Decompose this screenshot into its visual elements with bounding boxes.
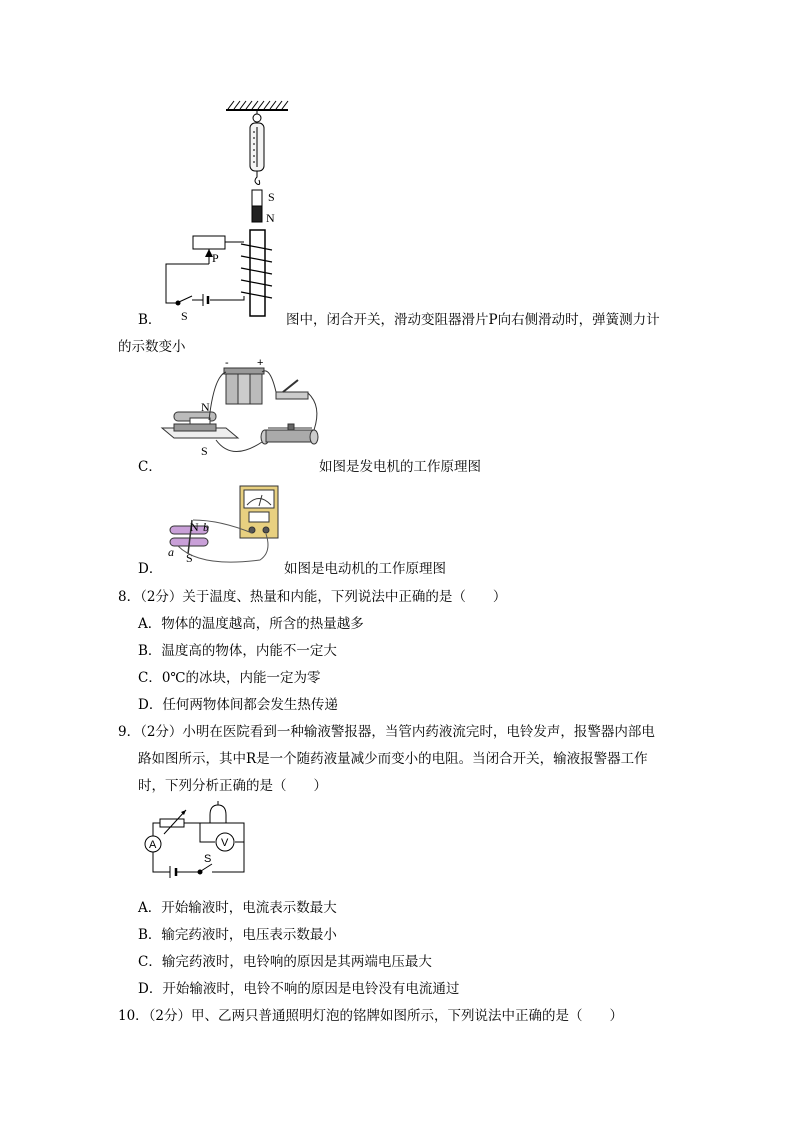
battery-minus-label: - xyxy=(225,357,229,369)
option-c-text: 如图是发电机的工作原理图 xyxy=(319,459,481,475)
magnet-n-label: N xyxy=(266,211,275,225)
magnet-s-label: S xyxy=(186,551,193,565)
battery-plus-label: + xyxy=(257,357,264,369)
voltmeter-label: V xyxy=(221,837,229,849)
switch-label: S xyxy=(204,853,212,865)
q9-option-c: C．输完药液时，电铃响的原因是其两端电压最大 xyxy=(138,954,432,970)
q10-stem: 10．（2分）甲、乙两只普通照明灯泡的铭牌如图所示，下列说法中正确的是（ ） xyxy=(118,1008,624,1024)
q8-option-d: D．任何两物体间都会发生热传递 xyxy=(138,697,338,713)
option-c-letter: C． xyxy=(138,459,162,475)
q9-option-b: B．输完药液时，电压表示数最小 xyxy=(138,927,337,943)
battery xyxy=(170,866,176,878)
conductor-b-label: b xyxy=(203,520,209,534)
q8-option-c: C．0℃的冰块，内能一定为零 xyxy=(138,670,321,686)
magnet-n-label: N xyxy=(201,400,210,414)
option-b-letter: B． xyxy=(138,312,162,328)
q9-option-a: A．开始输液时，电流表示数最大 xyxy=(138,900,337,916)
ammeter-label: A xyxy=(149,839,157,851)
q9-stem-line3: 时，下列分析正确的是（ ） xyxy=(138,778,327,794)
q9-stem-line2: 路如图所示，其中R是一个随药液量减少而变小的电阻。当闭合开关，输液报警器工作 xyxy=(138,751,648,767)
option-d-text: 如图是电动机的工作原理图 xyxy=(284,561,446,577)
q8-option-b: B．温度高的物体，内能不一定大 xyxy=(138,643,337,659)
slider-p-label: P xyxy=(212,251,219,265)
switch xyxy=(198,864,212,874)
option-d-letter: D． xyxy=(138,561,163,577)
option-b-text-line2: 的示数变小 xyxy=(118,339,186,355)
magnet-s-label: S xyxy=(201,444,208,458)
q9-stem-line1: 9．（2分）小明在医院看到一种输液警报器，当管内药液流完时，电铃发声，报警器内部电 xyxy=(118,724,655,740)
bell xyxy=(210,801,226,823)
q8-stem: 8．（2分）关于温度、热量和内能，下列说法中正确的是（ ） xyxy=(118,589,507,605)
q9-option-d: D．开始输液时，电铃不响的原因是电铃没有电流通过 xyxy=(138,981,460,997)
q8-option-a: A．物体的温度越高，所含的热量越多 xyxy=(138,616,364,632)
option-b-text-line1: 图中，闭合开关，滑动变阻器滑片P向右侧滑动时，弹簧测力计 xyxy=(286,312,660,328)
switch-s-label: S xyxy=(181,309,188,323)
conductor-a-label: a xyxy=(168,545,174,559)
magnet-s-label: S xyxy=(268,190,275,204)
magnet-n-label: N xyxy=(190,520,199,534)
